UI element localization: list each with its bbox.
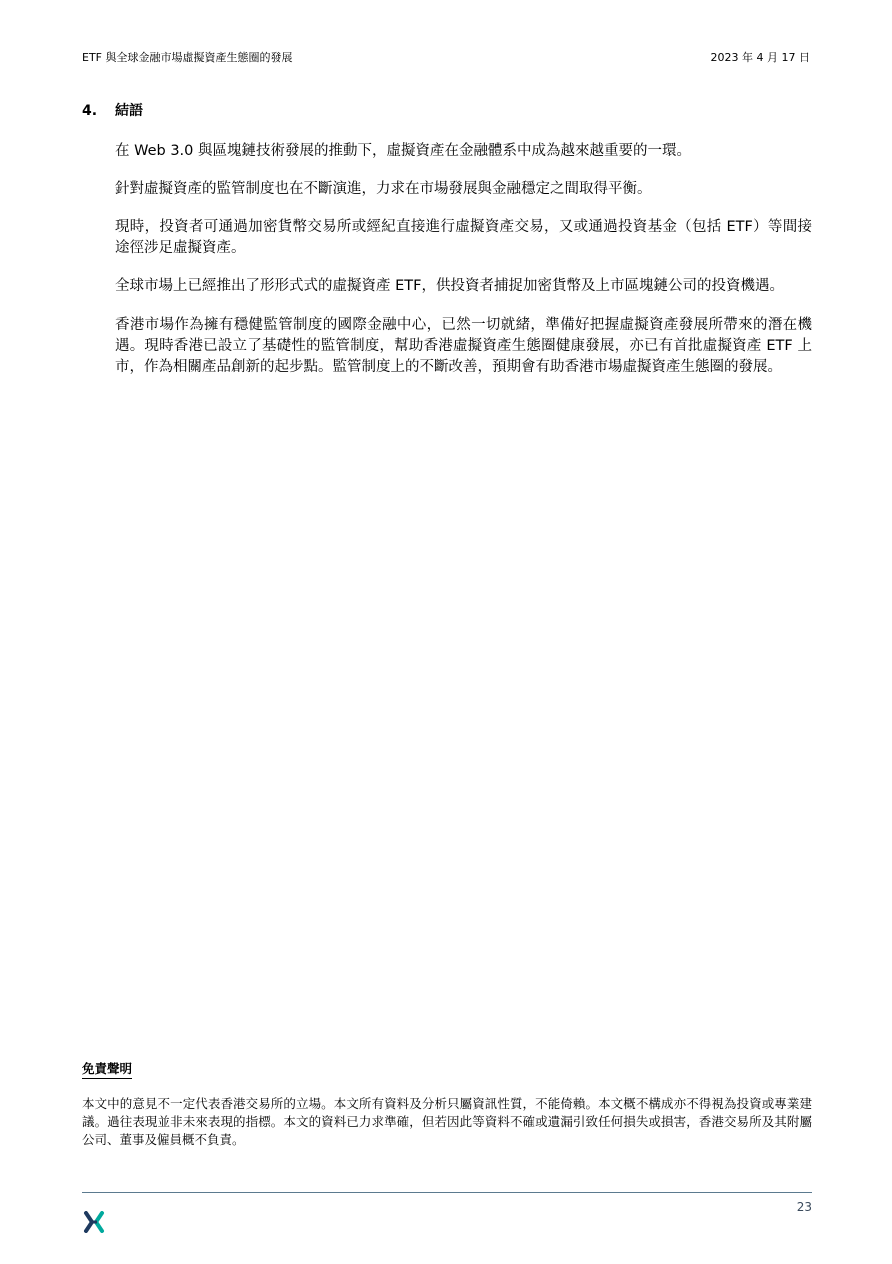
page-header <box>82 49 810 67</box>
section-heading <box>82 100 812 122</box>
section-number: 4. <box>82 103 98 119</box>
paragraph: 針對虛擬資產的監管制度也在不斷演進，力求在市場發展與金融穩定之間取得平衡。 <box>115 181 652 197</box>
conclusion-section <box>82 100 812 378</box>
disclaimer-text: 本文中的意見不一定代表香港交易所的立場。本文所有資料及分析只屬資訊性質，不能倚賴。本文概不構成亦不得視為投資或專業建議。過往表現並非未來表現的指標。本文的資料已力求準確，但若因此等資料不確或遺漏引致任何損失或損害，香港交易所及其附屬公司、董事及僱員概不負責。 <box>82 1096 812 1147</box>
disclaimer-title: 免責聲明 <box>82 1059 132 1079</box>
document-title: ETF 與全球金融市場虛擬資產生態圈的發展 <box>82 51 293 64</box>
section-title: 結語 <box>115 103 143 119</box>
hkex-logo-icon <box>83 1211 105 1233</box>
page-number: 23 <box>796 1200 812 1214</box>
paragraph: 現時，投資者可通過加密貨幣交易所或經紀直接進行虛擬資產交易，又或通過投資基金（包括 ETF）等間接途徑涉足虛擬資產。 <box>115 219 812 256</box>
footer-divider <box>82 1192 812 1193</box>
disclaimer-section <box>82 1058 812 1149</box>
document-date: 2023 年 4 月 17 日 <box>710 51 810 64</box>
paragraph: 全球市場上已經推出了形形式式的虛擬資產 ETF，供投資者捕捉加密貨幣及上市區塊鏈公司的投資機遇。 <box>115 278 784 294</box>
paragraph: 在 Web 3.0 與區塊鏈技術發展的推動下，虛擬資產在金融體系中成為越來越重要的一環。 <box>115 143 691 159</box>
paragraph: 香港市場作為擁有穩健監管制度的國際金融中心，已然一切就緒，準備好把握虛擬資產發展所帶來的潛在機遇。現時香港已設立了基礎性的監管制度，幫助香港虛擬資產生態圈健康發展，亦已有首批虛擬資產 ETF 上市，作為相關產品創新的起步點。監管制度上的不斷改善，預期會有助香港市場虛擬資產生態圈的發展。 <box>115 317 812 375</box>
